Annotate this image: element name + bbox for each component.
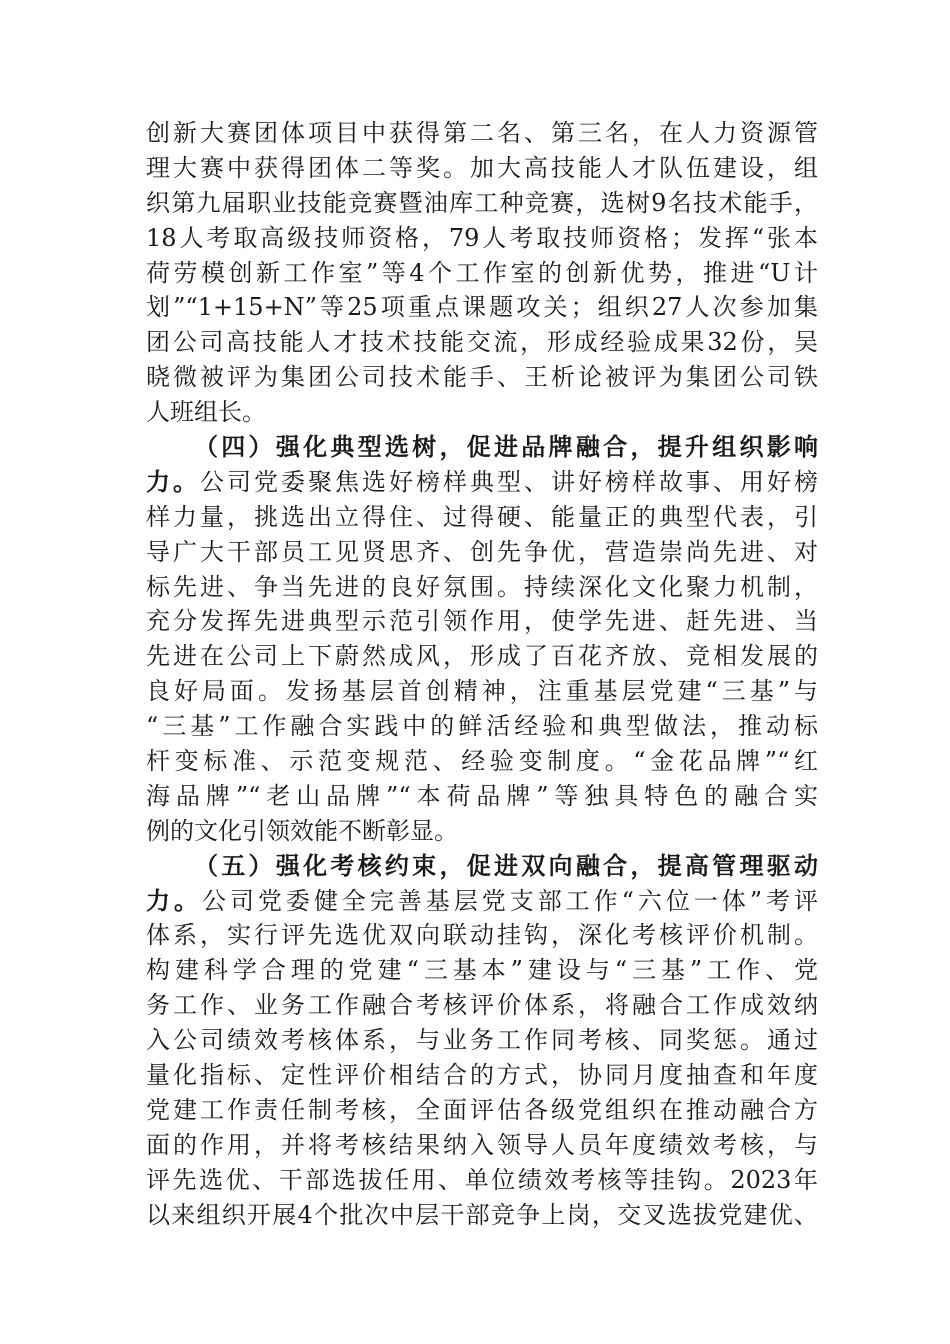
text-line: 构建科学合理的党建“三基本”建设与“三基”工作、党	[146, 956, 818, 985]
text-line: 以来组织开展4个批次中层干部竞争上岗，交叉选拔党建优、	[146, 1200, 818, 1229]
section-4-text: 公司党委聚焦选好榜样典型、讲好榜样故事、用好榜	[200, 467, 818, 496]
text-line: 样力量，挑选出立得住、过得硬、能量正的典型代表，引	[146, 502, 818, 531]
text-line: 划”“1+15+N”等25项重点课题攻关；组织27人次参加集	[146, 293, 818, 322]
text-line: 体系，实行评先选优双向联动挂钩，深化考核评价机制。	[146, 921, 818, 950]
section-5-heading: （五）强化考核约束，促进双向融合，提高管理驱动	[194, 850, 818, 880]
text-line: 良好局面。发扬基层首创精神，注重基层党建“三基”与	[146, 677, 818, 706]
text-line: 党建工作责任制考核，全面评估各级党组织在推动融合方	[146, 1095, 818, 1124]
text-line: 18人考取高级技师资格，79人考取技师资格；发挥“张本	[146, 223, 818, 252]
text-line: 理大赛中获得团体二等奖。加大高技能人才队伍建设，组	[146, 153, 818, 182]
text-line: 先进在公司上下蔚然成风，形成了百花齐放、竞相发展的	[146, 642, 818, 671]
text-line: 织第九届职业技能竞赛暨油库工种竞赛，选树9名技术能手，	[146, 188, 818, 217]
text-line: 标先进、争当先进的良好氛围。持续深化文化聚力机制，	[146, 572, 818, 601]
text-line: 评先选优、干部选拔任用、单位绩效考核等挂钩。2023年	[146, 1165, 818, 1194]
section-5-heading-end: 力。	[146, 885, 202, 915]
document-body	[146, 116, 818, 1233]
section-5-text: 公司党委健全完善基层党支部工作“六位一体”考评	[201, 886, 819, 915]
text-line: 例的文化引领效能不断彰显。	[146, 816, 458, 845]
section-4-heading: （四）强化典型选树，促进品牌融合，提升组织影响	[194, 432, 818, 462]
text-line: 荷劳模创新工作室”等4个工作室的创新优势，推进“U计	[146, 258, 818, 287]
text-line: 量化指标、定性评价相结合的方式，协同月度抽查和年度	[146, 1061, 818, 1090]
text-line: 充分发挥先进典型示范引领作用，使学先进、赶先进、当	[146, 607, 818, 636]
section-4-heading-end: 力。	[146, 466, 200, 496]
text-line: 团公司高技能人才技术技能交流，形成经验成果32份，吴	[146, 328, 818, 357]
text-line: 务工作、业务工作融合考核评价体系，将融合工作成效纳	[146, 991, 818, 1020]
text-line: 晓微被评为集团公司技术能手、王析论被评为集团公司铁	[146, 363, 818, 392]
text-line: “三基”工作融合实践中的鲜活经验和典型做法，推动标	[146, 712, 818, 741]
text-line: 面的作用，并将考核结果纳入领导人员年度绩效考核，与	[146, 1130, 818, 1159]
text-line: 入公司绩效考核体系，与业务工作同考核、同奖惩。通过	[146, 1026, 818, 1055]
text-line: 人班组长。	[146, 398, 266, 427]
text-line: 海品牌”“老山品牌”“本荷品牌”等独具特色的融合实	[146, 781, 818, 810]
text-line: 创新大赛团体项目中获得第二名、第三名，在人力资源管	[146, 119, 818, 147]
section-5-heading-continuation	[146, 884, 818, 919]
section-4-heading-continuation	[146, 465, 818, 500]
text-line: 杆变标准、示范变规范、经验变制度。“金花品牌”“红	[146, 747, 818, 776]
text-line: 导广大干部员工见贤思齐、创先争优，营造崇尚先进、对	[146, 537, 818, 566]
